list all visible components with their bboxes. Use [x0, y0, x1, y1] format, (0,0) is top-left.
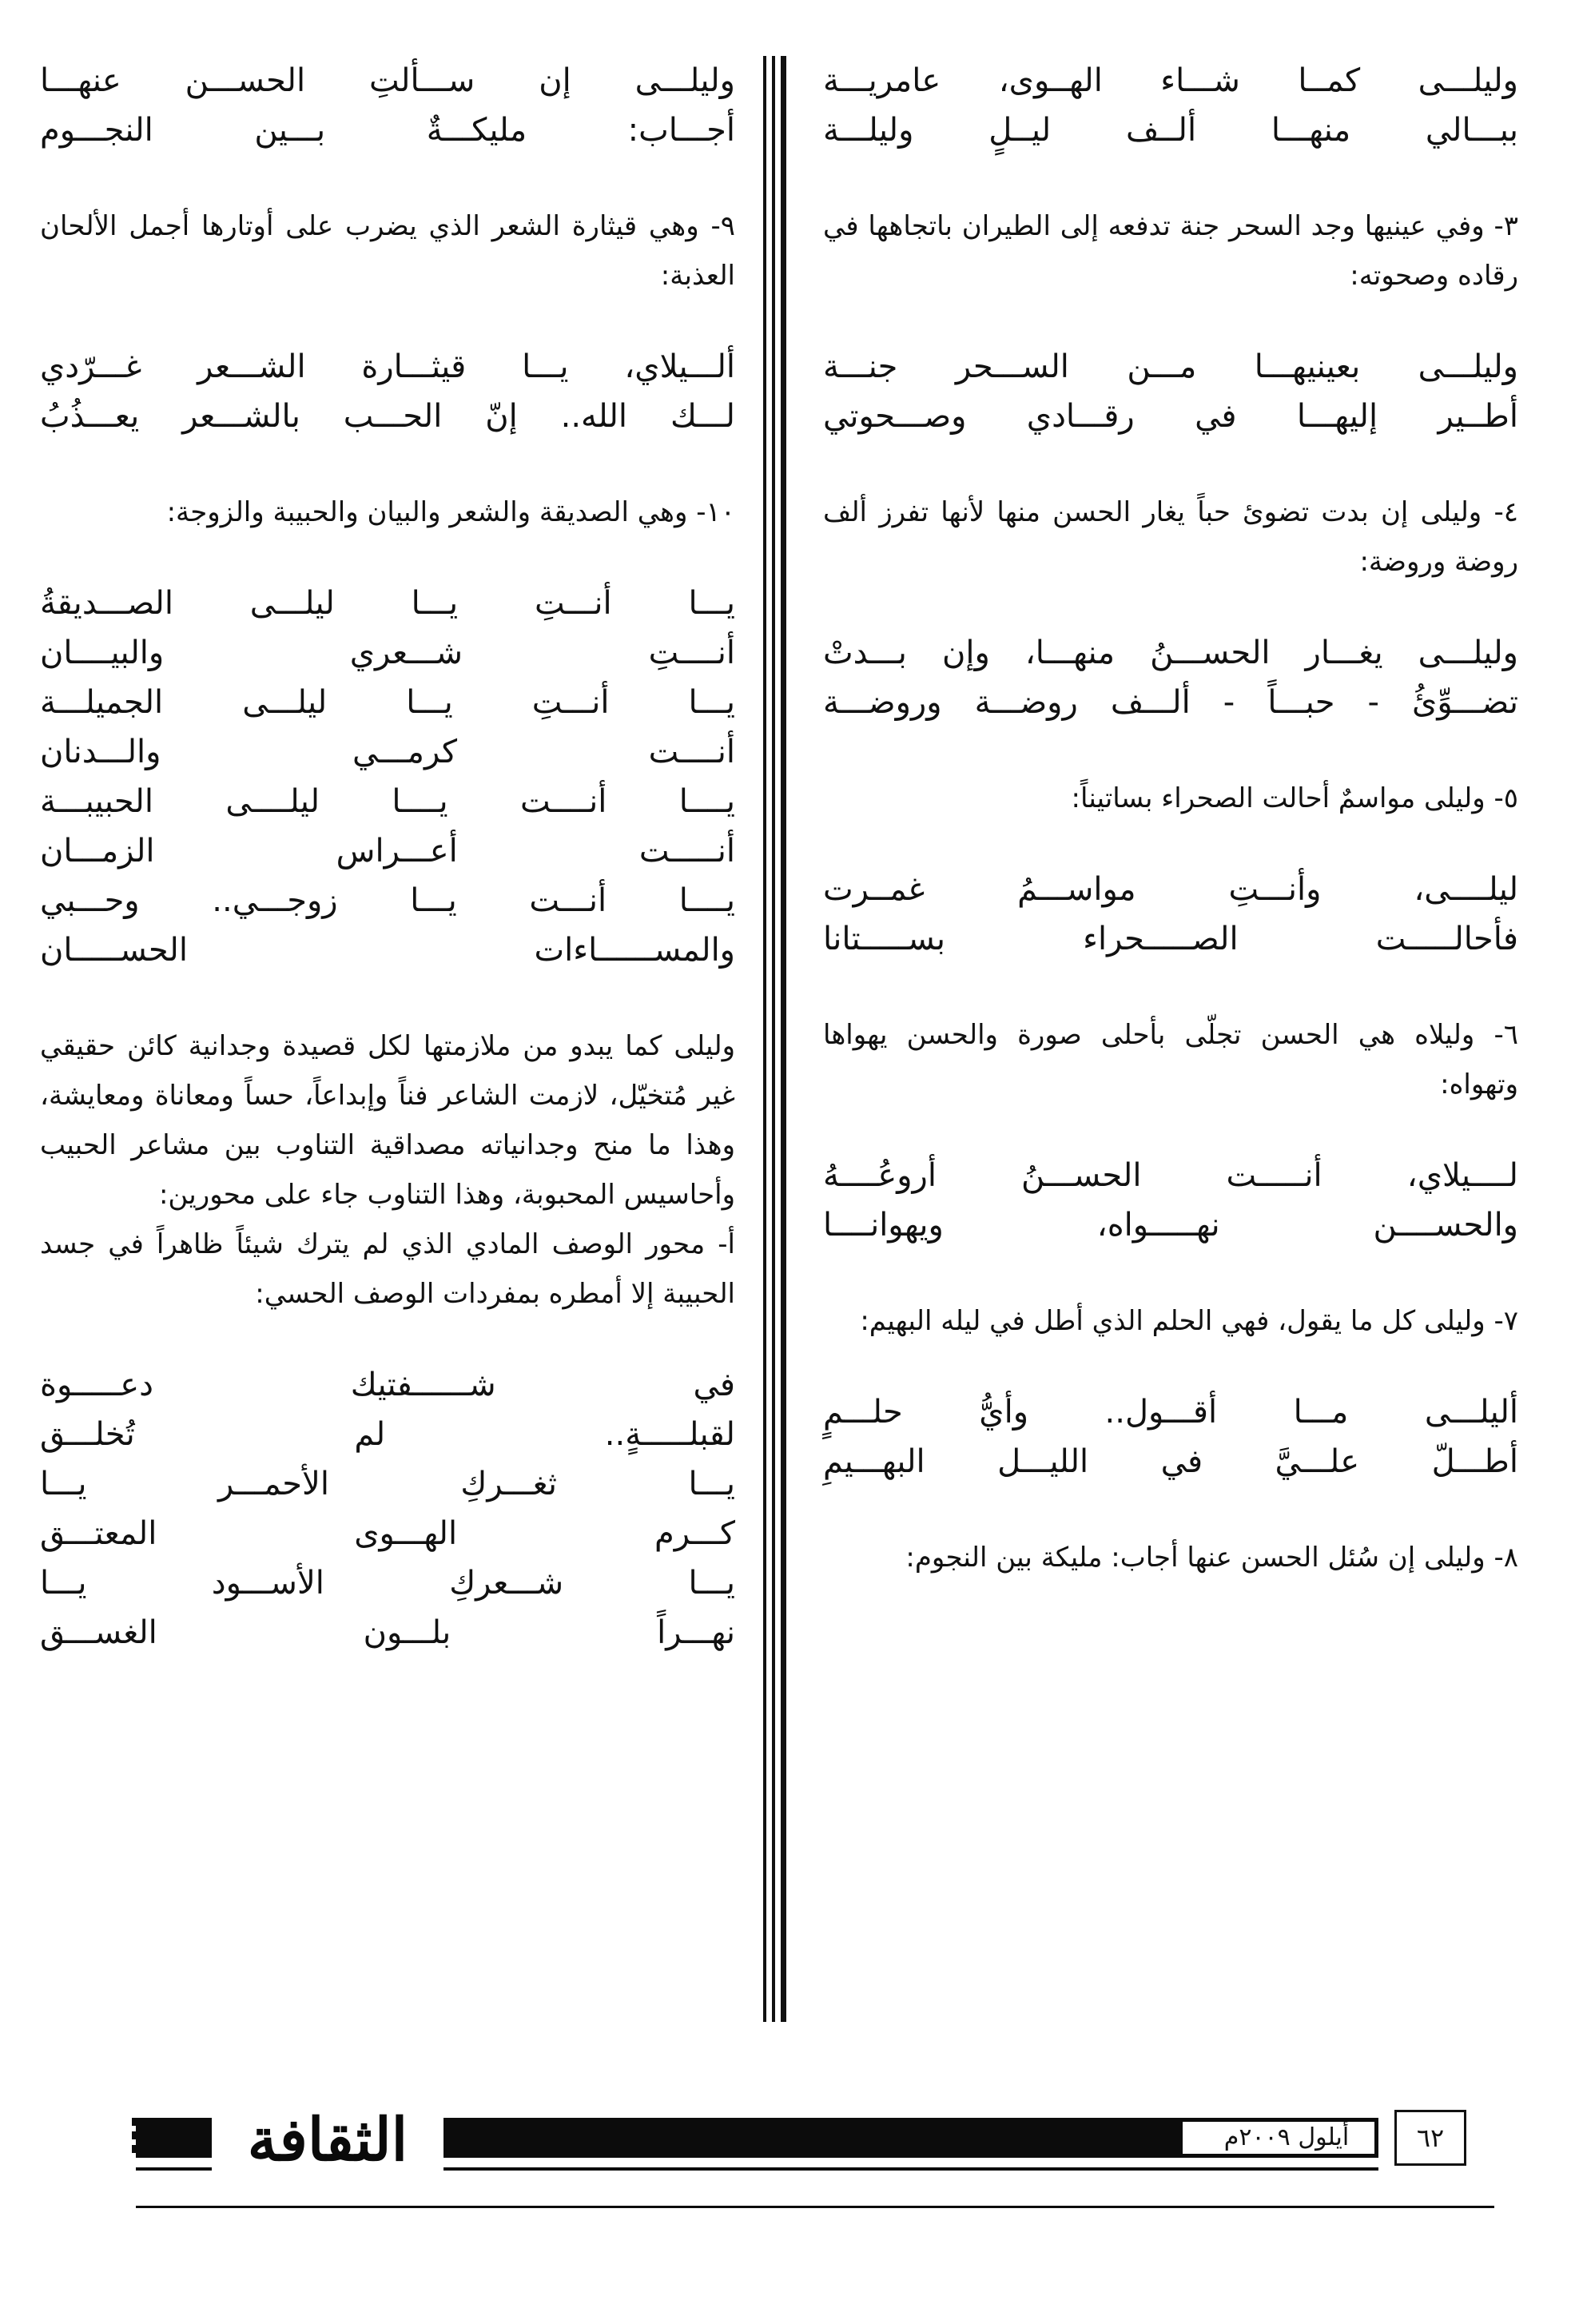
poem-line: والمســــــاءات الحســـــان — [40, 932, 735, 969]
poem-line: فأحالـــــت الصـــــحراء بســـــتانا — [823, 921, 1518, 957]
poem-line: ألـــيلاي، يـــا قيثـــارة الشـــعر غـــرّدي — [40, 348, 735, 385]
issue-date: أيلول ٢٠٠٩م — [1223, 2123, 1350, 2151]
left-column — [40, 56, 735, 1704]
poem-line: لـــك الله.. إنّ الحـــب بالشـــعر يعـــذُبُ — [40, 398, 735, 435]
poem-line: أطـــلّ علـــيَّ في الليـــل البهـــيمِ — [823, 1443, 1518, 1480]
brand-bars-icon — [132, 2118, 208, 2166]
prose-paragraph: ١٠- وهي الصديقة والشعر والبيان والحبيبة والزوجة: — [166, 496, 735, 528]
column-divider — [772, 56, 775, 2022]
prose-paragraph: ٨- وليلى إن سُئل الحسن عنها أجاب: مليكة بين النجوم: — [905, 1542, 1518, 1574]
poem-line: في شــــــفتيك دعـــــوة — [40, 1367, 735, 1403]
poem-line: نهـــراً بلـــون الغســـق — [40, 1614, 735, 1651]
prose-paragraph: ٤- وليلى إن بدت تضوئ حباً يغار الحسن منها لأنها تفرز ألف روضة وروضة: — [823, 496, 1518, 578]
poem-stanza — [823, 1151, 1518, 1250]
poem-line: أنــــتِ شـــعري والبيــــان — [40, 635, 735, 671]
poem-stanza — [823, 1387, 1518, 1486]
poem-line: وليلـــى كمــا شـــاء الهــوى، عامريـــة — [823, 62, 1518, 99]
prose-paragraph: ٦- وليلاه هي الحسن تجلّى بأحلى صورة والحسن يهواها وتهواه: — [823, 1019, 1518, 1100]
poem-stanza — [823, 865, 1518, 964]
poem-line: أنــــت كرمـــي والـــدنان — [40, 734, 735, 770]
poem-stanza — [40, 579, 735, 975]
column-divider — [781, 56, 786, 2022]
prose-paragraph: ٩- وهي قيثارة الشعر الذي يضرب على أوتارها أجمل الألحان العذبة: — [40, 210, 735, 292]
prose-paragraph: ٧- وليلى كل ما يقول، فهي الحلم الذي أطل في ليله البهيم: — [860, 1305, 1518, 1337]
poem-stanza — [40, 56, 735, 155]
magazine-logo: الثقافة — [212, 2100, 443, 2180]
poem-stanza — [823, 342, 1518, 441]
poem-line: كـــرم الهـــوى المعتـــق — [40, 1515, 735, 1552]
poem-line: وليلـــى بعينيهـــا مـــن الســـحر جنـــة — [823, 348, 1518, 385]
page-number: ٦٢ — [1394, 2110, 1466, 2166]
poem-stanza — [823, 56, 1518, 155]
poem-stanza — [40, 1360, 735, 1657]
poem-line: أنـــــت أعـــراس الزمـــان — [40, 833, 735, 870]
column-divider — [763, 56, 766, 2022]
prose-paragraph: أ- محور الوصف المادي الذي لم يترك شيئاً ظاهراً في جسد الحبيبة إلا أمطره بمفردات الوصف الحسي: — [40, 1228, 735, 1310]
poem-line: وليلـــى يغـــار الحســـنُ منهـــا، وإن بـــدتْ — [823, 635, 1518, 671]
poem-line: لقبلـــــةٍ.. لم تُخلـــق — [40, 1416, 735, 1453]
poem-line: أطــير إليهـــا في رقـــادي وصـــحوتي — [823, 398, 1518, 435]
poem-line: ببـــالي منهـــا ألــف ليــلٍ وليلـــة — [823, 112, 1518, 149]
poem-line: تضـــوِّئُ - حبـــاً - ألـــف روضـــة وروضـــة — [823, 684, 1518, 721]
poem-line: يــــا أنــــت يــــا ليلــــى الحبيبـــة — [40, 783, 735, 820]
poem-line: يـــا أنـــتِ يـــا ليلـــى الجميلـــة — [40, 684, 735, 721]
poem-line: وليلـــى إن ســـألتِ الحســـن عنهـــا — [40, 62, 735, 99]
prose-paragraph: ٣- وفي عينيها وجد السحر جنة تدفعه إلى الطيران باتجاهها في رقاده وصحوته: — [823, 210, 1518, 292]
poem-line: أليلـــى مـــا أقـــول.. وأيُّ حلـــمٍ — [823, 1394, 1518, 1431]
footer-rule-base — [136, 2206, 1494, 2208]
poem-line: يـــا ثغـــركِ الأحمـــر يـــا — [40, 1466, 735, 1502]
poem-line: يــــا أنـــت يـــا زوجـــي.. وحـــبي — [40, 882, 735, 919]
prose-paragraph: وليلى كما يبدو من ملازمتها لكل قصيدة وجدانية كائن حقيقي غير مُتخيّل، لازمت الشاعر فناً وإبداعاً، حساً ومعاناة ومعايشة، وهذا ما منح وجدانياته مصداقية التناوب بين مشاعر الحبيب وأحاسيس المحبوبة، وهذا التناوب جاء على محورين: — [40, 1030, 735, 1211]
poem-line: لــــيلاي، أنـــــت الحســـنُ أروعُــــهُ — [823, 1157, 1518, 1194]
poem-line: يـــا أنـــتِ يـــا ليلـــى الصـــديقةُ — [40, 585, 735, 622]
poem-stanza — [40, 342, 735, 441]
prose-paragraph: ٥- وليلى مواسمٌ أحالت الصحراء بساتيناً: — [1071, 782, 1518, 814]
poem-line: يـــا شـــعركِ الأســـود يـــا — [40, 1565, 735, 1602]
poem-line: والحســــن نهـــــواه، ويهوانــــا — [823, 1207, 1518, 1244]
poem-stanza — [823, 628, 1518, 727]
poem-line: أجـــاب: مليكـــةٌ بـــين النجـــوم — [40, 112, 735, 149]
right-column — [823, 56, 1518, 1624]
poem-line: ليلــــى، وأنـــتِ مواســـمُ غمــرت — [823, 871, 1518, 908]
